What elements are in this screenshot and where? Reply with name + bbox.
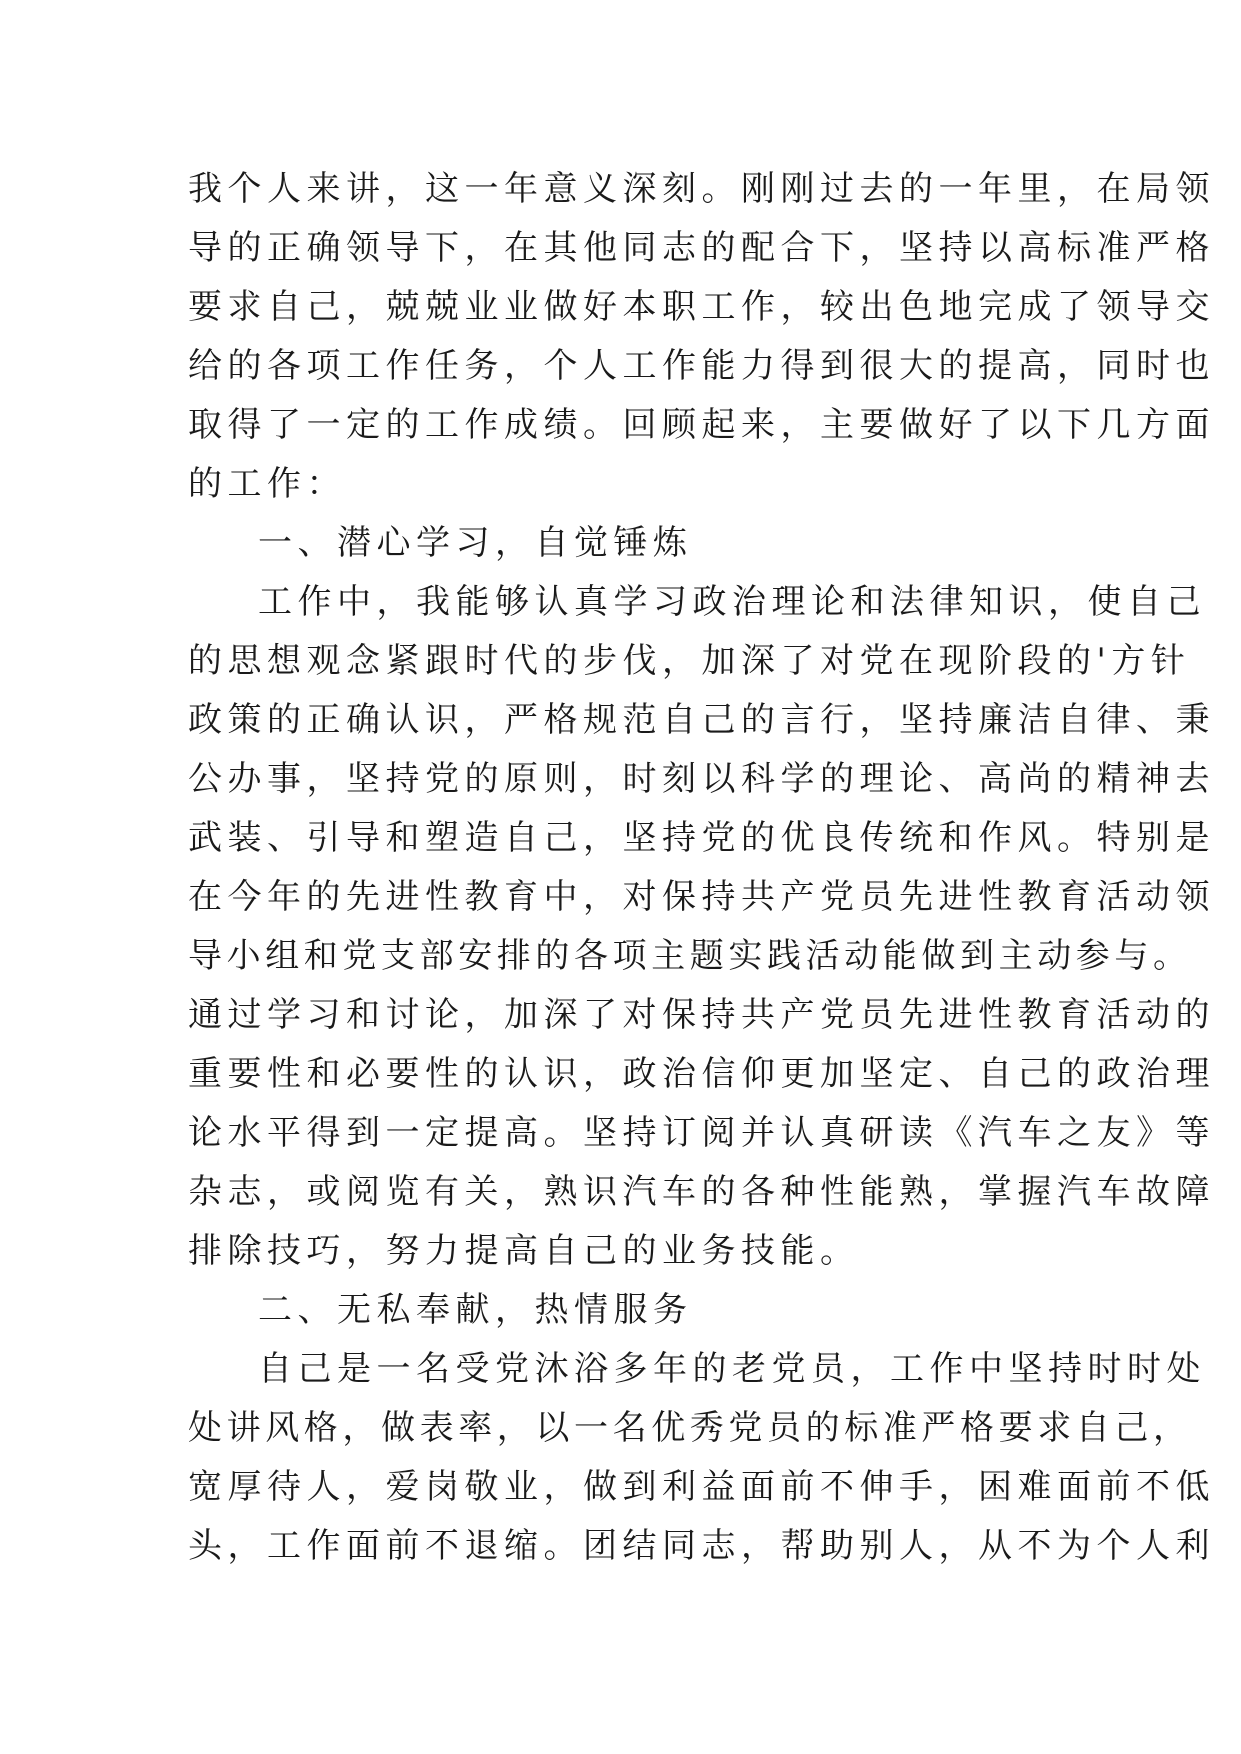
document-body [188,160,1215,1576]
text-line: 的工作： [188,464,346,504]
text-line: 政策的正确认识，严格规范自己的言行，坚持廉洁自律、秉 [188,700,1215,740]
text-line: 排除技巧，努力提高自己的业务技能。 [188,1231,860,1271]
text-line: 取得了一定的工作成绩。回顾起来，主要做好了以下几方面 [188,405,1215,445]
text-line: 杂志，或阅览有关，熟识汽车的各种性能熟，掌握汽车故障 [188,1172,1215,1212]
text-line: 武装、引导和塑造自己，坚持党的优良传统和作风。特别是 [188,818,1215,858]
text-line: 论水平得到一定提高。坚持订阅并认真研读《汽车之友》等 [188,1113,1215,1153]
section-heading: 一、潜心学习，自觉锤炼 [258,523,693,563]
text-line: 导的正确领导下，在其他同志的配合下，坚持以高标准严格 [188,228,1215,268]
text-line: 给的各项工作任务，个人工作能力得到很大的提高，同时也 [188,346,1215,386]
text-line: 在今年的先进性教育中，对保持共产党员先进性教育活动领 [188,877,1215,917]
paragraph-first-line: 工作中，我能够认真学习政治理论和法律知识，使自己 [258,582,1206,622]
text-line: 宽厚待人，爱岗敬业，做到利益面前不伸手，困难面前不低 [188,1467,1215,1507]
text-line: 重要性和必要性的认识，政治信仰更加坚定、自己的政治理 [188,1054,1215,1094]
text-line: 通过学习和讨论，加深了对保持共产党员先进性教育活动的 [188,995,1215,1035]
text-line: 头，工作面前不退缩。团结同志，帮助别人，从不为个人利 [188,1526,1215,1566]
text-line: 公办事，坚持党的原则，时刻以科学的理论、高尚的精神去 [188,759,1215,799]
section-heading: 二、无私奉献，热情服务 [258,1290,693,1330]
text-line: 的思想观念紧跟时代的步伐，加深了对党在现阶段的'方针 [188,641,1191,681]
text-line: 要求自己，兢兢业业做好本职工作，较出色地完成了领导交 [188,287,1215,327]
text-line: 我个人来讲，这一年意义深刻。刚刚过去的一年里，在局领 [188,169,1215,209]
paragraph-first-line: 自己是一名受党沐浴多年的老党员，工作中坚持时时处 [258,1349,1206,1389]
text-line: 导小组和党支部安排的各项主题实践活动能做到主动参与。 [188,936,1192,976]
text-line: 处讲风格，做表率，以一名优秀党员的标准严格要求自己， [188,1408,1192,1448]
